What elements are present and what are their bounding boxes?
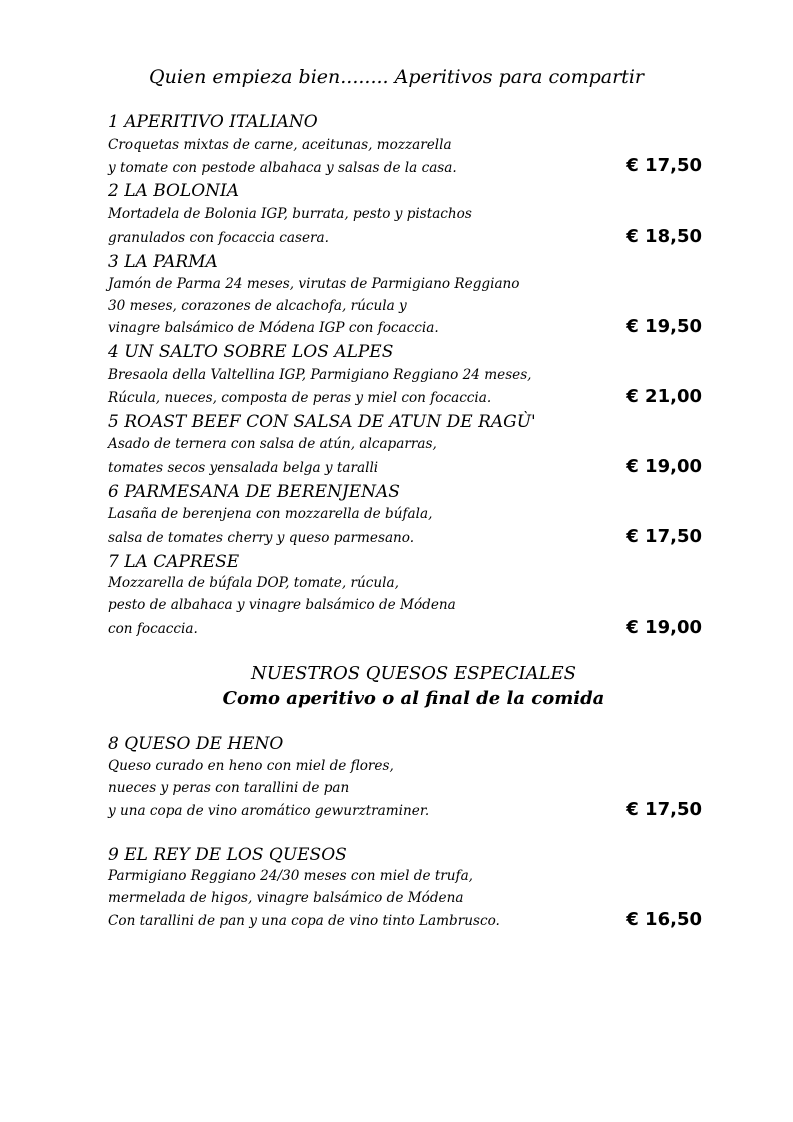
section-subtitle-cheeses: Como aperitivo o al final de la comida xyxy=(222,688,605,709)
item-price-3: € 19,50 xyxy=(626,316,702,337)
item-desc-9-line-1: Parmigiano Reggiano 24/30 meses con miel de trufa, xyxy=(108,868,473,884)
item-desc-8-line-2: nueces y peras con tarallini de pan xyxy=(108,780,350,796)
item-name-6: 6 PARMESANA DE BERENJENAS xyxy=(108,482,400,502)
item-desc-3-line-2: 30 meses, corazones de alcachofa, rúcula y xyxy=(108,298,407,314)
item-name-4: 4 UN SALTO SOBRE LOS ALPES xyxy=(108,342,394,362)
item-desc-4-line-1: Bresaola della Valtellina IGP, Parmigiano Reggiano 24 meses, xyxy=(108,367,532,383)
item-desc-9-line-2: mermelada de higos, vinagre balsámico de Módena xyxy=(108,890,464,906)
item-price-2: € 18,50 xyxy=(626,226,702,247)
item-name-2: 2 LA BOLONIA xyxy=(108,181,240,201)
item-price-1: € 17,50 xyxy=(626,155,702,176)
item-desc-2-line-2: granulados con focaccia casera. xyxy=(108,230,329,246)
item-name-3: 3 LA PARMA xyxy=(108,252,218,272)
item-desc-6-line-1: Lasaña de berenjena con mozzarella de búfala, xyxy=(108,506,433,522)
item-desc-2-line-1: Mortadela de Bolonia IGP, burrata, pesto y pistachos xyxy=(108,206,472,222)
page-title: Quien empieza bien........ Aperitivos para compartir xyxy=(149,66,644,88)
item-price-8: € 17,50 xyxy=(626,799,702,820)
item-price-5: € 19,00 xyxy=(626,456,702,477)
item-desc-8-line-1: Queso curado en heno con miel de flores, xyxy=(108,758,394,774)
section-title-cheeses: NUESTROS QUESOS ESPECIALES xyxy=(251,663,576,684)
item-desc-5-line-1: Asado de ternera con salsa de atún, alcaparras, xyxy=(108,436,437,452)
item-desc-7-line-2: pesto de albahaca y vinagre balsámico de Módena xyxy=(108,597,456,613)
item-desc-4-line-2: Rúcula, nueces, composta de peras y miel con focaccia. xyxy=(108,390,492,406)
item-name-1: 1 APERITIVO ITALIANO xyxy=(108,112,318,132)
item-desc-3-line-1: Jamón de Parma 24 meses, virutas de Parmigiano Reggiano xyxy=(108,276,520,292)
item-price-6: € 17,50 xyxy=(626,526,702,547)
item-desc-1-line-1: Croquetas mixtas de carne, aceitunas, mozzarella xyxy=(108,137,452,153)
item-name-7: 7 LA CAPRESE xyxy=(108,552,240,572)
item-desc-9-line-3: Con tarallini de pan y una copa de vino tinto Lambrusco. xyxy=(108,913,500,929)
item-desc-8-line-3: y una copa de vino aromático gewurztraminer. xyxy=(108,803,430,819)
item-name-9: 9 EL REY DE LOS QUESOS xyxy=(108,845,347,865)
item-price-9: € 16,50 xyxy=(626,909,702,930)
item-desc-7-line-1: Mozzarella de búfala DOP, tomate, rúcula, xyxy=(108,575,399,591)
item-desc-1-line-2: y tomate con pestode albahaca y salsas de la casa. xyxy=(108,160,457,176)
item-desc-3-line-3: vinagre balsámico de Módena IGP con focaccia. xyxy=(108,320,439,336)
item-name-5: 5 ROAST BEEF CON SALSA DE ATUN DE RAGÙ' xyxy=(108,412,536,432)
item-desc-5-line-2: tomates secos yensalada belga y taralli xyxy=(108,460,379,476)
item-price-7: € 19,00 xyxy=(626,617,702,638)
item-desc-6-line-2: salsa de tomates cherry y queso parmesano. xyxy=(108,530,415,546)
item-desc-7-line-3: con focaccia. xyxy=(108,621,198,637)
item-name-8: 8 QUESO DE HENO xyxy=(108,734,284,754)
item-price-4: € 21,00 xyxy=(626,386,702,407)
